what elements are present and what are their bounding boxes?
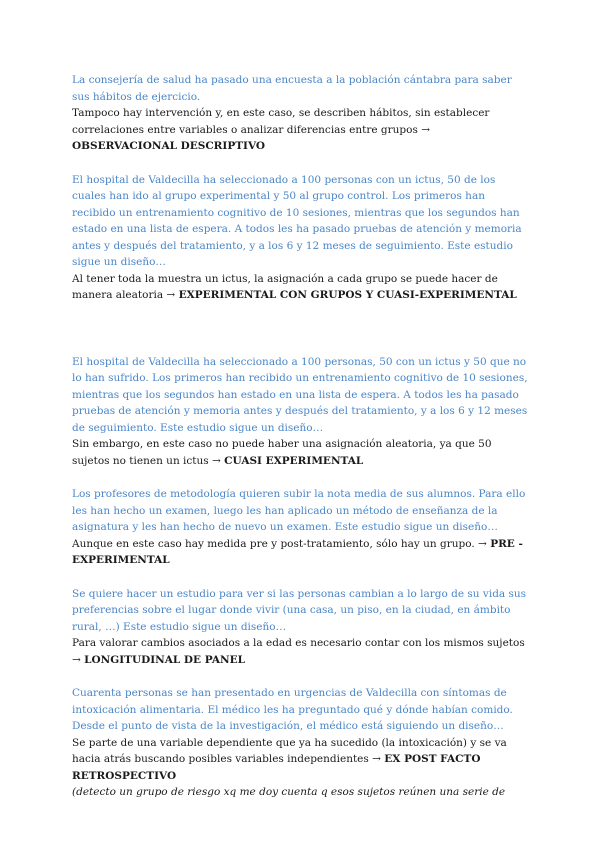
exercise-question: El hospital de Valdecilla ha seleccionado a 100 personas, 50 con un ictus y 50 que no lo han sufrido. Los primeros han recibido un entrenamiento cognitivo de 10 sesiones, mientras que los segundos han estado en una lista de espera. A todos les ha pasado pruebas de atención y memoria antes y después del tratamiento, y a los 6 y 12 meses de seguimiento. Este estudio sigue un diseño… [72,355,528,434]
answer-explanation: Se parte de una variable dependiente que ya ha sucedido (la intoxicación) y se va hacia atrás buscando posibles variables independientes → [72,736,507,765]
exercise-answer [72,635,530,668]
exercise-answer [72,735,530,785]
answer-design: EXPERIMENTAL CON GRUPOS Y CUASI-EXPERIMENTAL [178,289,517,301]
exercise-question: La consejería de salud ha pasado una encuesta a la población cántabra para saber sus hábitos de ejercicio. [72,74,512,103]
exercise-block-3 [72,354,530,470]
answer-explanation: Para valorar cambios asociados a la edad es necesario contar con los mismos sujetos → [72,637,525,666]
exercise-question: El hospital de Valdecilla ha seleccionado a 100 personas con un ictus, 50 de los cuales han ido al grupo experimental y 50 al grupo control. Los primeros han recibido un entrenamiento cognitivo de 10 sesiones, mientras que los segundos han estado en una lista de espera. A todos les ha pasado pruebas de atención y memoria antes y después del tratamiento, y a los 6 y 12 meses de seguimiento. Este estudio sigue un diseño… [72,173,522,268]
exercise-question: Los profesores de metodología quieren subir la nota media de sus alumnos. Para ello les han hecho un examen, luego les han aplicado un método de enseñanza de la asignatura y les han hecho de nuevo un examen. Este estudio sigue un diseño… [72,488,526,533]
document-page [72,72,530,801]
answer-explanation: Aunque en este caso hay medida pre y post-tratamiento, sólo hay un grupo. → [72,537,487,550]
answer-design: OBSERVACIONAL DESCRIPTIVO [72,140,266,152]
answer-design: EX POST FACTO RETROSPECTIVO [72,753,481,782]
exercise-answer [72,536,530,569]
answer-explanation: Sin embargo, en este caso no puede haber una asignación aleatoria, ya que 50 sujetos no tienen un ictus → [72,438,492,467]
exercise-question: Se quiere hacer un estudio para ver si las personas cambian a lo largo de su vida sus preferencias sobre el lugar donde vivir (una casa, un piso, en la ciudad, en ámbito rural, …) Este estudio sigue un diseño… [72,587,527,633]
answer-design: CUASI EXPERIMENTAL [224,454,364,467]
exercise-answer [72,105,530,155]
exercise-block-5 [72,586,530,669]
exercise-answer [72,271,530,304]
answer-design: LONGITUDINAL DE PANEL [84,653,245,666]
answer-explanation: Al tener toda la muestra un ictus, la asignación a cada grupo se puede hacer de manera aleatoria → [72,272,498,301]
exercise-block-2 [72,172,530,304]
answer-note: (detecto un grupo de riesgo xq me doy cuenta q esos sujetos reúnen una serie de [72,786,506,798]
exercise-question: Cuarenta personas se han presentado en urgencias de Valdecilla con síntomas de intoxicación alimentaria. El médico les ha preguntado qué y dónde habían comido. Desde el punto de vista de la investigación, el médico está siguiendo un diseño… [72,687,513,732]
exercise-answer [72,436,530,469]
answer-explanation: Tampoco hay intervención y, en este caso, se describen hábitos, sin establecer correlaciones entre variables o analizar diferencias entre grupos → [72,107,490,136]
answer-design: PRE -EXPERIMENTAL [72,537,523,566]
exercise-block-4 [72,486,530,569]
exercise-block-1 [72,72,530,155]
exercise-block-6 [72,685,530,801]
